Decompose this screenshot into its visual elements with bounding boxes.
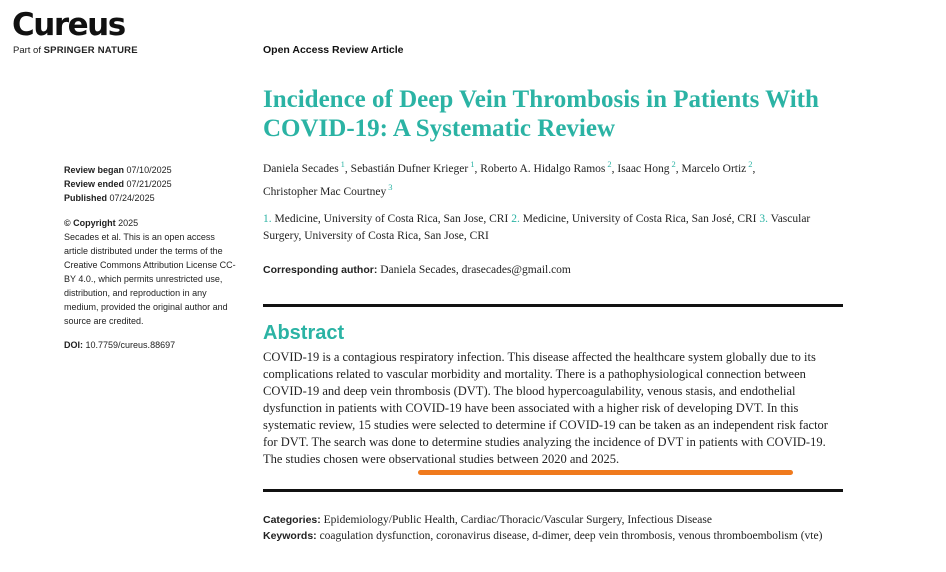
author-affiliation-number[interactable]: 2 (671, 159, 676, 169)
doi-label: DOI: (64, 340, 83, 350)
abstract-bottom-rule (263, 489, 843, 492)
author-affiliation-number[interactable]: 1 (340, 159, 345, 169)
author-name[interactable]: Daniela Secades (263, 162, 339, 175)
article-type: Open Access Review Article (263, 44, 404, 56)
author-affiliation-number[interactable]: 2 (748, 159, 753, 169)
review-dates (64, 163, 239, 205)
review-began: Review began 07/10/2025 (64, 165, 172, 175)
abstract-text (263, 349, 843, 468)
author-separator: , (474, 162, 481, 175)
categories (263, 512, 843, 528)
author-name[interactable]: Sebastián Dufner Krieger (350, 162, 469, 175)
copyright-notice (64, 216, 239, 328)
author-separator: , (752, 162, 756, 175)
part-of-prefix: Part of (13, 45, 41, 56)
keywords (263, 528, 843, 544)
abstract-heading: Abstract (263, 322, 345, 344)
author-affiliation-number[interactable]: 1 (470, 159, 475, 169)
cureus-logo[interactable]: Cureus (12, 7, 125, 43)
author-list (263, 155, 853, 201)
article-title: Incidence of Deep Vein Thrombosis in Patients With COVID-19: A Systematic Review (263, 86, 819, 142)
springer-nature-tagline (13, 45, 138, 57)
review-ended: Review ended 07/21/2025 (64, 179, 172, 189)
author-separator: , (611, 162, 618, 175)
corresponding-author (263, 264, 843, 276)
affiliation-text: Medicine, University of Costa Rica, San José, CRI (522, 213, 757, 225)
author-affiliation-number[interactable]: 2 (607, 159, 612, 169)
corresponding-author-value[interactable]: Daniela Secades, drasecades@gmail.com (380, 264, 571, 276)
author-affiliation-number[interactable]: 3 (388, 181, 393, 192)
keywords-label: Keywords: (263, 530, 317, 542)
doi-value[interactable]: 10.7759/cureus.88697 (85, 340, 176, 350)
categories-value: Epidemiology/Public Health, Cardiac/Thoracic/Vascular Surgery, Infectious Disease (323, 514, 712, 526)
corresponding-author-label: Corresponding author: (263, 264, 378, 276)
springer-nature-brand: SPRINGER NATURE (43, 45, 138, 56)
author-name[interactable]: Marcelo Ortiz (681, 162, 747, 175)
author-name[interactable]: Roberto A. Hidalgo Ramos (480, 162, 606, 175)
categories-label: Categories: (263, 514, 321, 526)
highlight-underline (418, 470, 793, 475)
keywords-value: coagulation dysfunction, coronavirus disease, d-dimer, deep vein thrombosis, venous thromboembolism (vte) (319, 530, 823, 542)
affiliation-text: Medicine, University of Costa Rica, San Jose, CRI (274, 213, 509, 225)
author-separator: , (675, 162, 682, 175)
copyright-text: Secades et al. This is an open access article distributed under the terms of the Creative Commons Attribution License CC-BY 4.0., which permits unrestricted use, distribution, and reproduction in any medium, provided the original author and source are credited. (64, 232, 236, 326)
affiliation-index: 3. (759, 213, 768, 225)
author-name[interactable]: Christopher Mac Courtney (263, 185, 387, 198)
author-separator: , (344, 162, 351, 175)
copyright-line: © Copyright 2025 (64, 218, 139, 228)
doi (64, 340, 239, 350)
affiliation-index: 2. (511, 213, 520, 225)
abstract-main-text: COVID-19 is a contagious respiratory infection. This disease affected the healthcare system globally due to its complications related to vascular morbidity and mortality. There is a pathophysiological connection between COVID-19 and deep vein thrombosis (DVT). The blood hypercoagulability, venous stasis, and endothelial dysfunction in patients with COVID-19 have been associated with a higher risk of developing DVT. In this systematic review, 15 studies were selected to determine if COVID-19 can be taken as an independent risk factor for DVT. The search was done to determine studies analyzing the incidence of DVT in patients with COVID-19. (263, 350, 828, 449)
author-name[interactable]: Isaac Hong (617, 162, 670, 175)
affiliation-text: Vascular Surgery, University of Costa Rica, San Jose, CRI (263, 213, 811, 242)
affiliation-index: 1. (263, 213, 272, 225)
abstract-highlighted-sentence: The studies chosen were observational studies between 2020 and 2025. (263, 452, 620, 466)
abstract-top-rule (263, 304, 843, 307)
published-date: Published 07/24/2025 (64, 193, 155, 203)
affiliations (263, 211, 843, 245)
